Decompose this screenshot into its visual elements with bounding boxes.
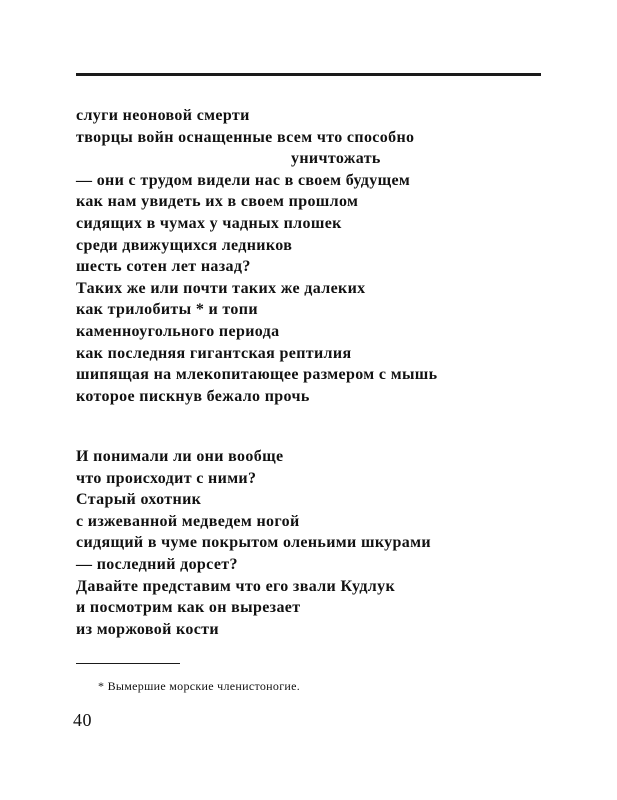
poem-line: среди движущихся ледников (76, 236, 293, 254)
poem-line: слуги неоновой смерти (76, 107, 250, 124)
poem-line: и посмотрим как он вырезает (76, 599, 301, 617)
poem-line: — последний дорсет? (76, 555, 238, 573)
footnote: * Вымершие морские членистоногие. (98, 679, 301, 693)
poem-line: сидящих в чумах у чадных плошек (76, 214, 342, 232)
poem-line: как нам увидеть их в своем прошлом (76, 193, 359, 211)
poem-line: шипящая на млекопитающее размером с мышь (76, 366, 438, 384)
poem-stanza-2 (76, 446, 431, 640)
poem-line: — они с трудом видели нас в своем будущем (76, 171, 411, 189)
poem-line: шесть сотен лет назад? (76, 258, 251, 276)
poem-line: каменноугольного периода (76, 322, 280, 340)
poem-line: Давайте представим что его звали Кудлук (76, 577, 396, 595)
footnote-rule (76, 663, 180, 664)
poem-line: которое пискнув бежало прочь (76, 387, 310, 405)
poem-line: как трилобиты * и топи (76, 301, 258, 319)
page-number: 40 (73, 710, 92, 730)
poem-line: с изжеванной медведем ногой (76, 512, 300, 530)
poem-stanza-1 (76, 105, 437, 407)
poem-line: из моржовой кости (76, 620, 219, 638)
header-rule (76, 73, 541, 76)
poem-line: что происходит с ними? (76, 469, 257, 487)
poem-line: как последняя гигантская рептилия (76, 344, 352, 362)
poem-line: Таких же или почти таких же далеких (76, 279, 366, 297)
poem-line-continuation: уничтожать (291, 150, 381, 168)
poem-line: И понимали ли они вообще (76, 448, 284, 465)
poem-line: Старый охотник (76, 491, 202, 509)
poem-line: творцы войн оснащенные всем что способно (76, 128, 415, 146)
poem-line: сидящий в чуме покрытом оленьими шкурами (76, 534, 431, 552)
